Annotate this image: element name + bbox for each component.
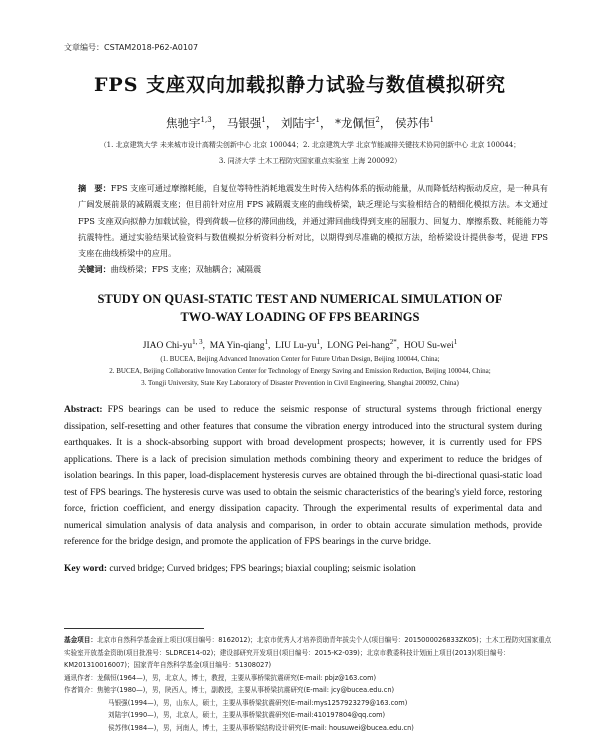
author-name: 侯苏伟: [394, 116, 430, 130]
keywords-label: 关键词：: [78, 264, 111, 275]
article-code: 文章编号：CSTAM2018-P62-A0107: [64, 43, 199, 52]
chinese-abstract: [78, 180, 548, 278]
english-affiliation-line: 2. BUCEA, Beijing Collaborative Innovation Center for Technology of Energy Saving and Emission Reduction, Beijing 100044, China;: [109, 367, 491, 375]
english-abstract: [64, 402, 542, 551]
chinese-title: FPS 支座双向加载拟静力试验与数值模拟研究: [93, 74, 507, 96]
author-name: MA Yin-qiang: [209, 341, 265, 352]
abstract-text: FPS bearings can be used to reduce the seismic response of structural systems through frictional energy dissipation, self-resetting and other features that consume the vibration energy introduced into the structural system during earthquakes. It is a shock-absorbing support with broad development prospects; however, it is currently used for FPS applications. There is a lack of precision simulation methods combining theory and experiment to reduce the bridges of isolation bearings. In this paper, load-displacement hysteresis curves are obtained through the bi-directional quasi-static load test of FPS bearings. The hysteresis curve was used to obtain the seismic characteristics of the bearing's yield force, restoring force, friction coefficient, and energy dissipation capacity. Through the experimental results of experimental data and numerical simulation analysis of data analysis and comparison, in order to obtain accurate simulation methods, provide reference for the bridge design, and promote the application of FPS bearings in the curve bridge.: [64, 405, 542, 547]
english-author-list: JIAO Chi-yu$^{1, 3}$, MA Yin-qiang$^1$, LIU $Lu-yu^1$, LONG Pei-hang$^{2*}$, HOU Su-wei$^1$: [142, 338, 458, 352]
author-name: LIU Lu-yu: [275, 341, 317, 352]
author-name: 马银强: [226, 116, 262, 130]
english-title: STUDY ON QUASI-STATIC TEST AND NUMERICAL SIMULATION OF TWO-WAY LOADING OF FPS BEARINGS: [97, 292, 503, 324]
footnote-divider: [64, 628, 204, 629]
abstract-text: FPS 支座可通过摩擦耗能，自复位等特性消耗地震发生时传入结构体系的振动能量，从而降低结构振动反应，是一种具有广阔发展前景的减隔震支座；但目前针对应用 FPS 减隔震支座的曲线桥梁，缺乏理论与实验相结合的精细化模拟方法。本文通过 FPS 支座双向拟静力加载试验，得到荷载—位移的滞回曲线，并通过滞回曲线得到支座的屈服力、回复力、摩擦系数、耗能能力等抗震特性。通过实验结果试验资料与数值模拟分析资料分析对比，以期得到尽准确的模拟方法，给桥梁设计提供参考，促进 FPS 支座在曲线桥梁中的应用。: [78, 183, 548, 259]
english-keywords: [64, 564, 542, 574]
abstract-label: Abstract:: [64, 405, 103, 415]
chinese-affiliation-line: （1. 北京建筑大学 未来城市设计高精尖创新中心 北京 100044；2. 北京建筑大学 北京节能减排关键技术协同创新中心 北京 100044；: [99, 141, 521, 149]
abstract-label: 摘 要：: [78, 183, 111, 193]
author-name: HOU Su-wei: [403, 341, 454, 352]
english-affiliation-line: (1. BUCEA, Beijing Advanced Innovation Center for Future Urban Design, Beijing 100044, China;: [160, 355, 440, 363]
author-name: LONG Pei-hang: [327, 341, 390, 352]
author-name: JIAO Chi-yu: [142, 341, 193, 352]
footnote-funding: 基金项目：北京市自然科学基金面上项目(项目编号：8162012)；北京市优秀人才培养资助青年拔尖个人(项目编号：2015000026833ZK05)；土木工程防灾国家重点实验室开放基金资助(项目批准号：SLDRCE14-02)；建设部研究开发项目(项目编号：2015-K2-039)；北京市教委科技计划面上项目(2013)(项目编号：KM201310016007)；国家青年自然科学基金(项目编号：51308027): [64, 636, 552, 670]
author-name: *龙佩恒: [335, 116, 376, 130]
english-affiliation-line: 3. Tongji University, State Key Laboratory of Disaster Prevention in Civil Engineering, Shanghai 200092, China): [141, 379, 459, 387]
footnote-corresponding-author: 通讯作者：龙佩恒(1964—)，男，北京人，博士，教授，主要从事桥梁抗震研究(E-mail: pbjz@163.com): [64, 674, 377, 682]
author-name: 焦驰宇: [166, 116, 201, 130]
keywords-label: Key word:: [64, 564, 108, 574]
keywords-text: 曲线桥梁；FPS 支座；双轴耦合；减隔震: [110, 264, 262, 275]
chinese-affiliation-line: 3. 同济大学 土木工程防灾国家重点实验室 上海 200092）: [218, 157, 402, 165]
chinese-author-list: 焦驰宇$^{1,3}$， 马银强$^1$， 刘陆宇$^1$， *龙佩恒$^2$， 侯苏伟$^1$: [166, 116, 434, 130]
footnote-author-bios: 作者简介：焦驰宇(1980—)，男，陕西人，博士，副教授，主要从事桥梁抗震研究(E-mail: jcy@bucea.edu.cn) 马银强(1994—)，男，山东人，硕士，主要从事桥梁抗震研究(E-mail:mys1257923279@163.com) 刘陆宇(1990—)，男，北京人，硕士，主要从事桥梁抗震研究(E-mail:410197804@qq.com) 侯苏伟(1984—)，男，河南人，博士，主要从事桥梁结构设计研究(E-mail: housuwei@bucea.edu.cn): [64, 686, 414, 732]
keywords-text: curved bridge; Curved bridges; FPS bearings; biaxial coupling; seismic isolation: [109, 564, 416, 574]
author-name: 刘陆宇: [280, 116, 316, 130]
